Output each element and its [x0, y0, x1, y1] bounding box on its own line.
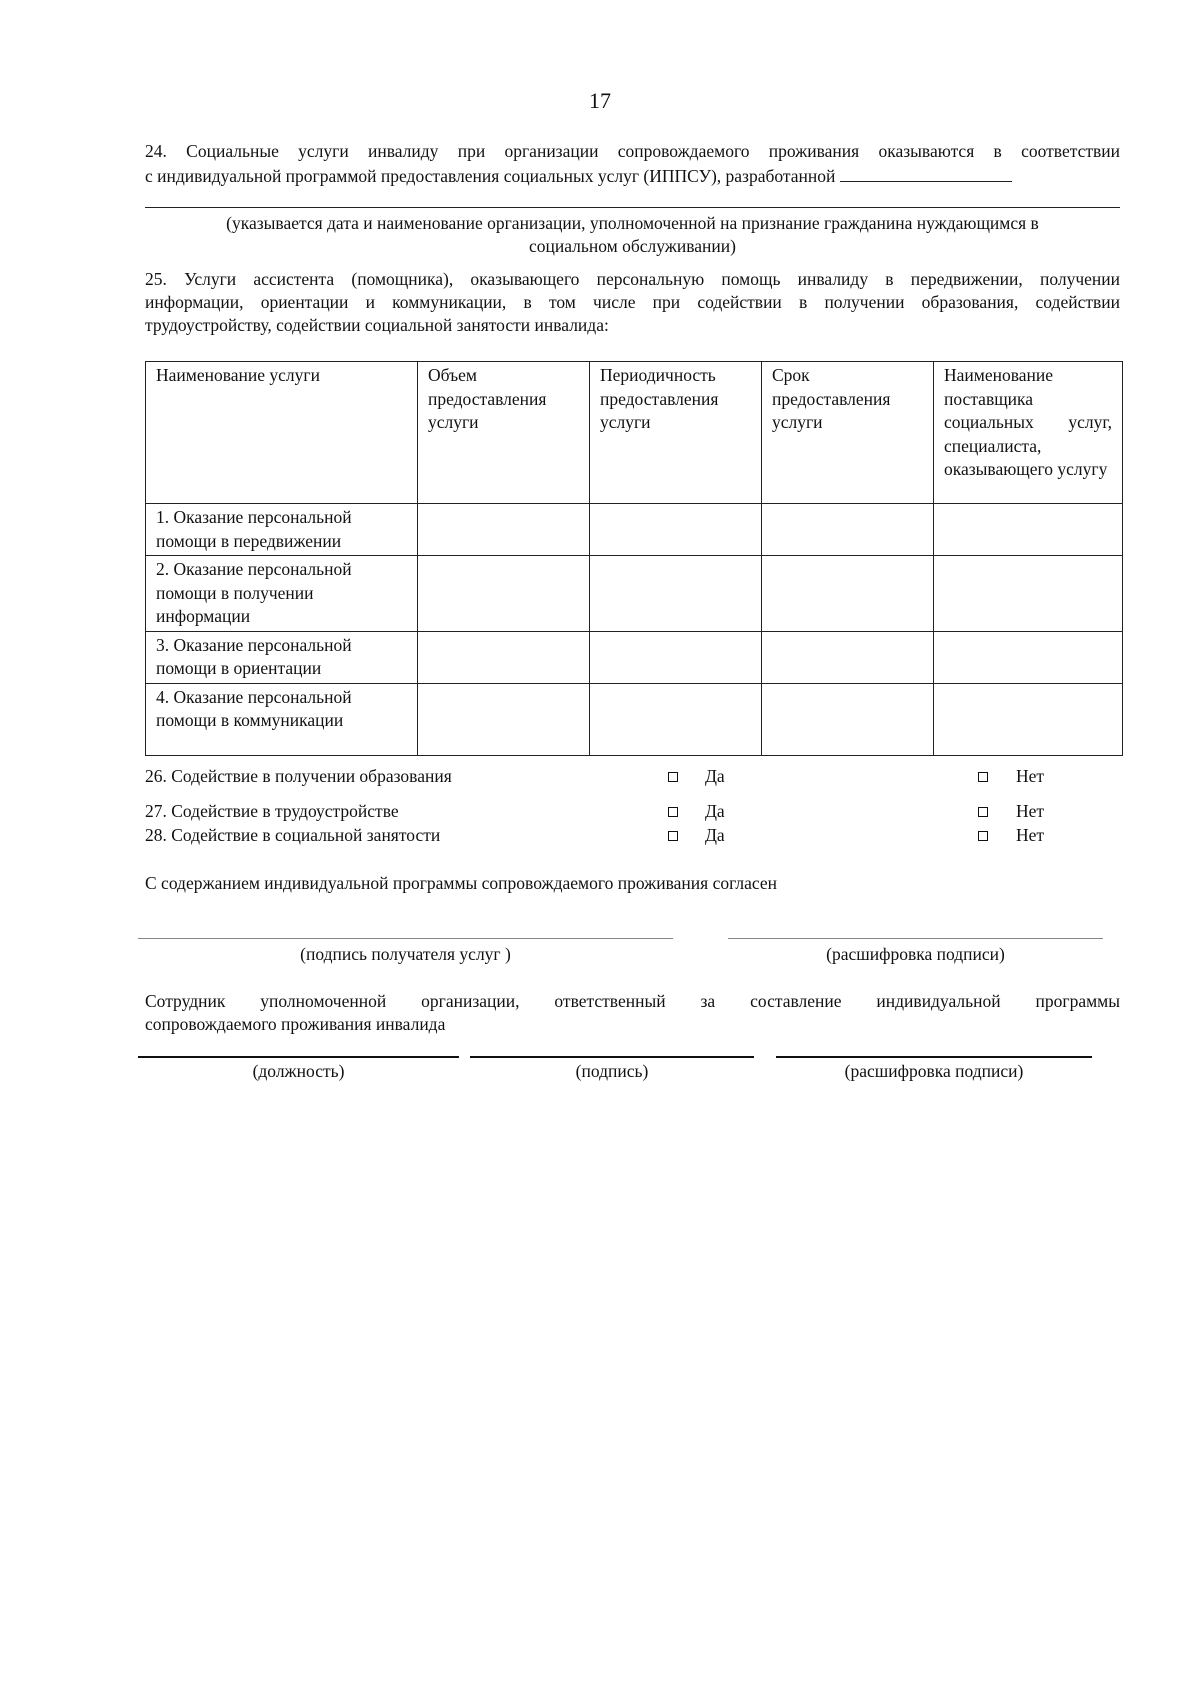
service-name-cell: 3. Оказание персональной помощи в ориентации [146, 631, 418, 683]
question-28-no-checkbox[interactable] [978, 831, 988, 841]
periodicity-cell[interactable] [590, 504, 762, 556]
recipient-signature-caption: (подпись получателя услуг ) [300, 944, 511, 964]
item-25-line-1: 25. Услуги ассистента (помощника), оказывающего персональную помощь инвалиду в передвижении, получении [145, 269, 1120, 289]
provider-cell[interactable] [934, 631, 1123, 683]
organization-name-field[interactable] [145, 207, 1120, 208]
employee-text [145, 990, 1120, 1036]
service-name-cell: 1. Оказание персональной помощи в передвижении [146, 504, 418, 556]
provider-cell[interactable] [934, 504, 1123, 556]
table-row [146, 504, 1123, 556]
recipient-name-caption: (расшифровка подписи) [826, 944, 1005, 964]
header-provider: Наименование поставщика социальных услуг, специалиста, оказывающего услугу [934, 362, 1123, 504]
question-27-no-label: Нет [1016, 801, 1045, 821]
volume-cell[interactable] [418, 556, 590, 632]
item-24-caption-line-2: социальном обслуживании) [529, 236, 736, 256]
employee-line-1: Сотрудник уполномоченной организации, ответственный за составление индивидуальной программы [145, 991, 1120, 1011]
question-27-yes-checkbox[interactable] [668, 807, 678, 817]
employee-signature-field[interactable] [470, 1056, 754, 1058]
ippsu-developer-field[interactable] [840, 163, 1012, 182]
term-cell[interactable] [762, 683, 934, 755]
periodicity-cell[interactable] [590, 631, 762, 683]
term-cell[interactable] [762, 504, 934, 556]
employee-name-caption: (расшифровка подписи) [844, 1061, 1024, 1081]
volume-cell[interactable] [418, 683, 590, 755]
page-number: 17 [589, 88, 611, 113]
header-periodicity: Периодичность предоставления услуги [590, 362, 762, 504]
question-27-yes-label: Да [705, 801, 725, 821]
item-25-text [145, 268, 1120, 337]
employee-line-2: сопровождаемого проживания инвалида [145, 1014, 446, 1034]
periodicity-cell[interactable] [590, 683, 762, 755]
employee-name-field[interactable] [776, 1056, 1092, 1058]
assistant-services-table [145, 361, 1123, 756]
service-name-cell: 2. Оказание персональной помощи в получении информации [146, 556, 418, 632]
question-28-yes-label: Да [705, 825, 725, 845]
recipient-name-field[interactable] [728, 938, 1103, 939]
header-service-name: Наименование услуги [146, 362, 418, 504]
table-row [146, 631, 1123, 683]
question-27-label: 27. Содействие в трудоустройстве [145, 801, 399, 821]
item-25-line-3: трудоустройству, содействии социальной занятости инвалида: [145, 315, 609, 335]
table-row [146, 556, 1123, 632]
provider-cell[interactable] [934, 683, 1123, 755]
volume-cell[interactable] [418, 504, 590, 556]
provider-cell[interactable] [934, 556, 1123, 632]
employee-position-field[interactable] [138, 1056, 459, 1058]
item-24-line-1: 24. Социальные услуги инвалиду при организации сопровождаемого проживания оказываются в соответствии [145, 141, 1120, 161]
question-26-yes-label: Да [705, 766, 725, 786]
question-26-label: 26. Содействие в получении образования [145, 766, 452, 786]
question-28-label: 28. Содействие в социальной занятости [145, 825, 441, 845]
question-28-yes-checkbox[interactable] [668, 831, 678, 841]
header-term: Срок предоставления услуги [762, 362, 934, 504]
employee-signature-caption: (подпись) [575, 1061, 649, 1081]
term-cell[interactable] [762, 631, 934, 683]
item-25-line-2: информации, ориентации и коммуникации, в том числе при содействии в получении образования, содействии [145, 292, 1120, 312]
item-24-line-2 [145, 163, 1120, 188]
agreement-text: С содержанием индивидуальной программы сопровождаемого проживания согласен [145, 873, 777, 893]
question-26-no-checkbox[interactable] [978, 772, 988, 782]
item-24-caption-line-1: (указывается дата и наименование организации, уполномоченной на признание гражданина нуждающимся в [226, 213, 1039, 233]
question-28-no-label: Нет [1016, 825, 1045, 845]
question-26-no-label: Нет [1016, 766, 1045, 786]
service-name-cell: 4. Оказание персональной помощи в коммуникации [146, 683, 418, 755]
item-24-line-2-text: с индивидуальной программой предоставления социальных услуг (ИППСУ), разработанной [145, 166, 836, 186]
item-24-caption [145, 212, 1120, 258]
table-row [146, 683, 1123, 755]
volume-cell[interactable] [418, 631, 590, 683]
employee-position-caption: (должность) [252, 1061, 345, 1081]
question-26-yes-checkbox[interactable] [668, 772, 678, 782]
header-volume: Объем предоставления услуги [418, 362, 590, 504]
recipient-signature-field[interactable] [138, 938, 673, 939]
periodicity-cell[interactable] [590, 556, 762, 632]
item-24-text [145, 140, 1120, 188]
term-cell[interactable] [762, 556, 934, 632]
table-header-row [146, 362, 1123, 504]
question-27-no-checkbox[interactable] [978, 807, 988, 817]
